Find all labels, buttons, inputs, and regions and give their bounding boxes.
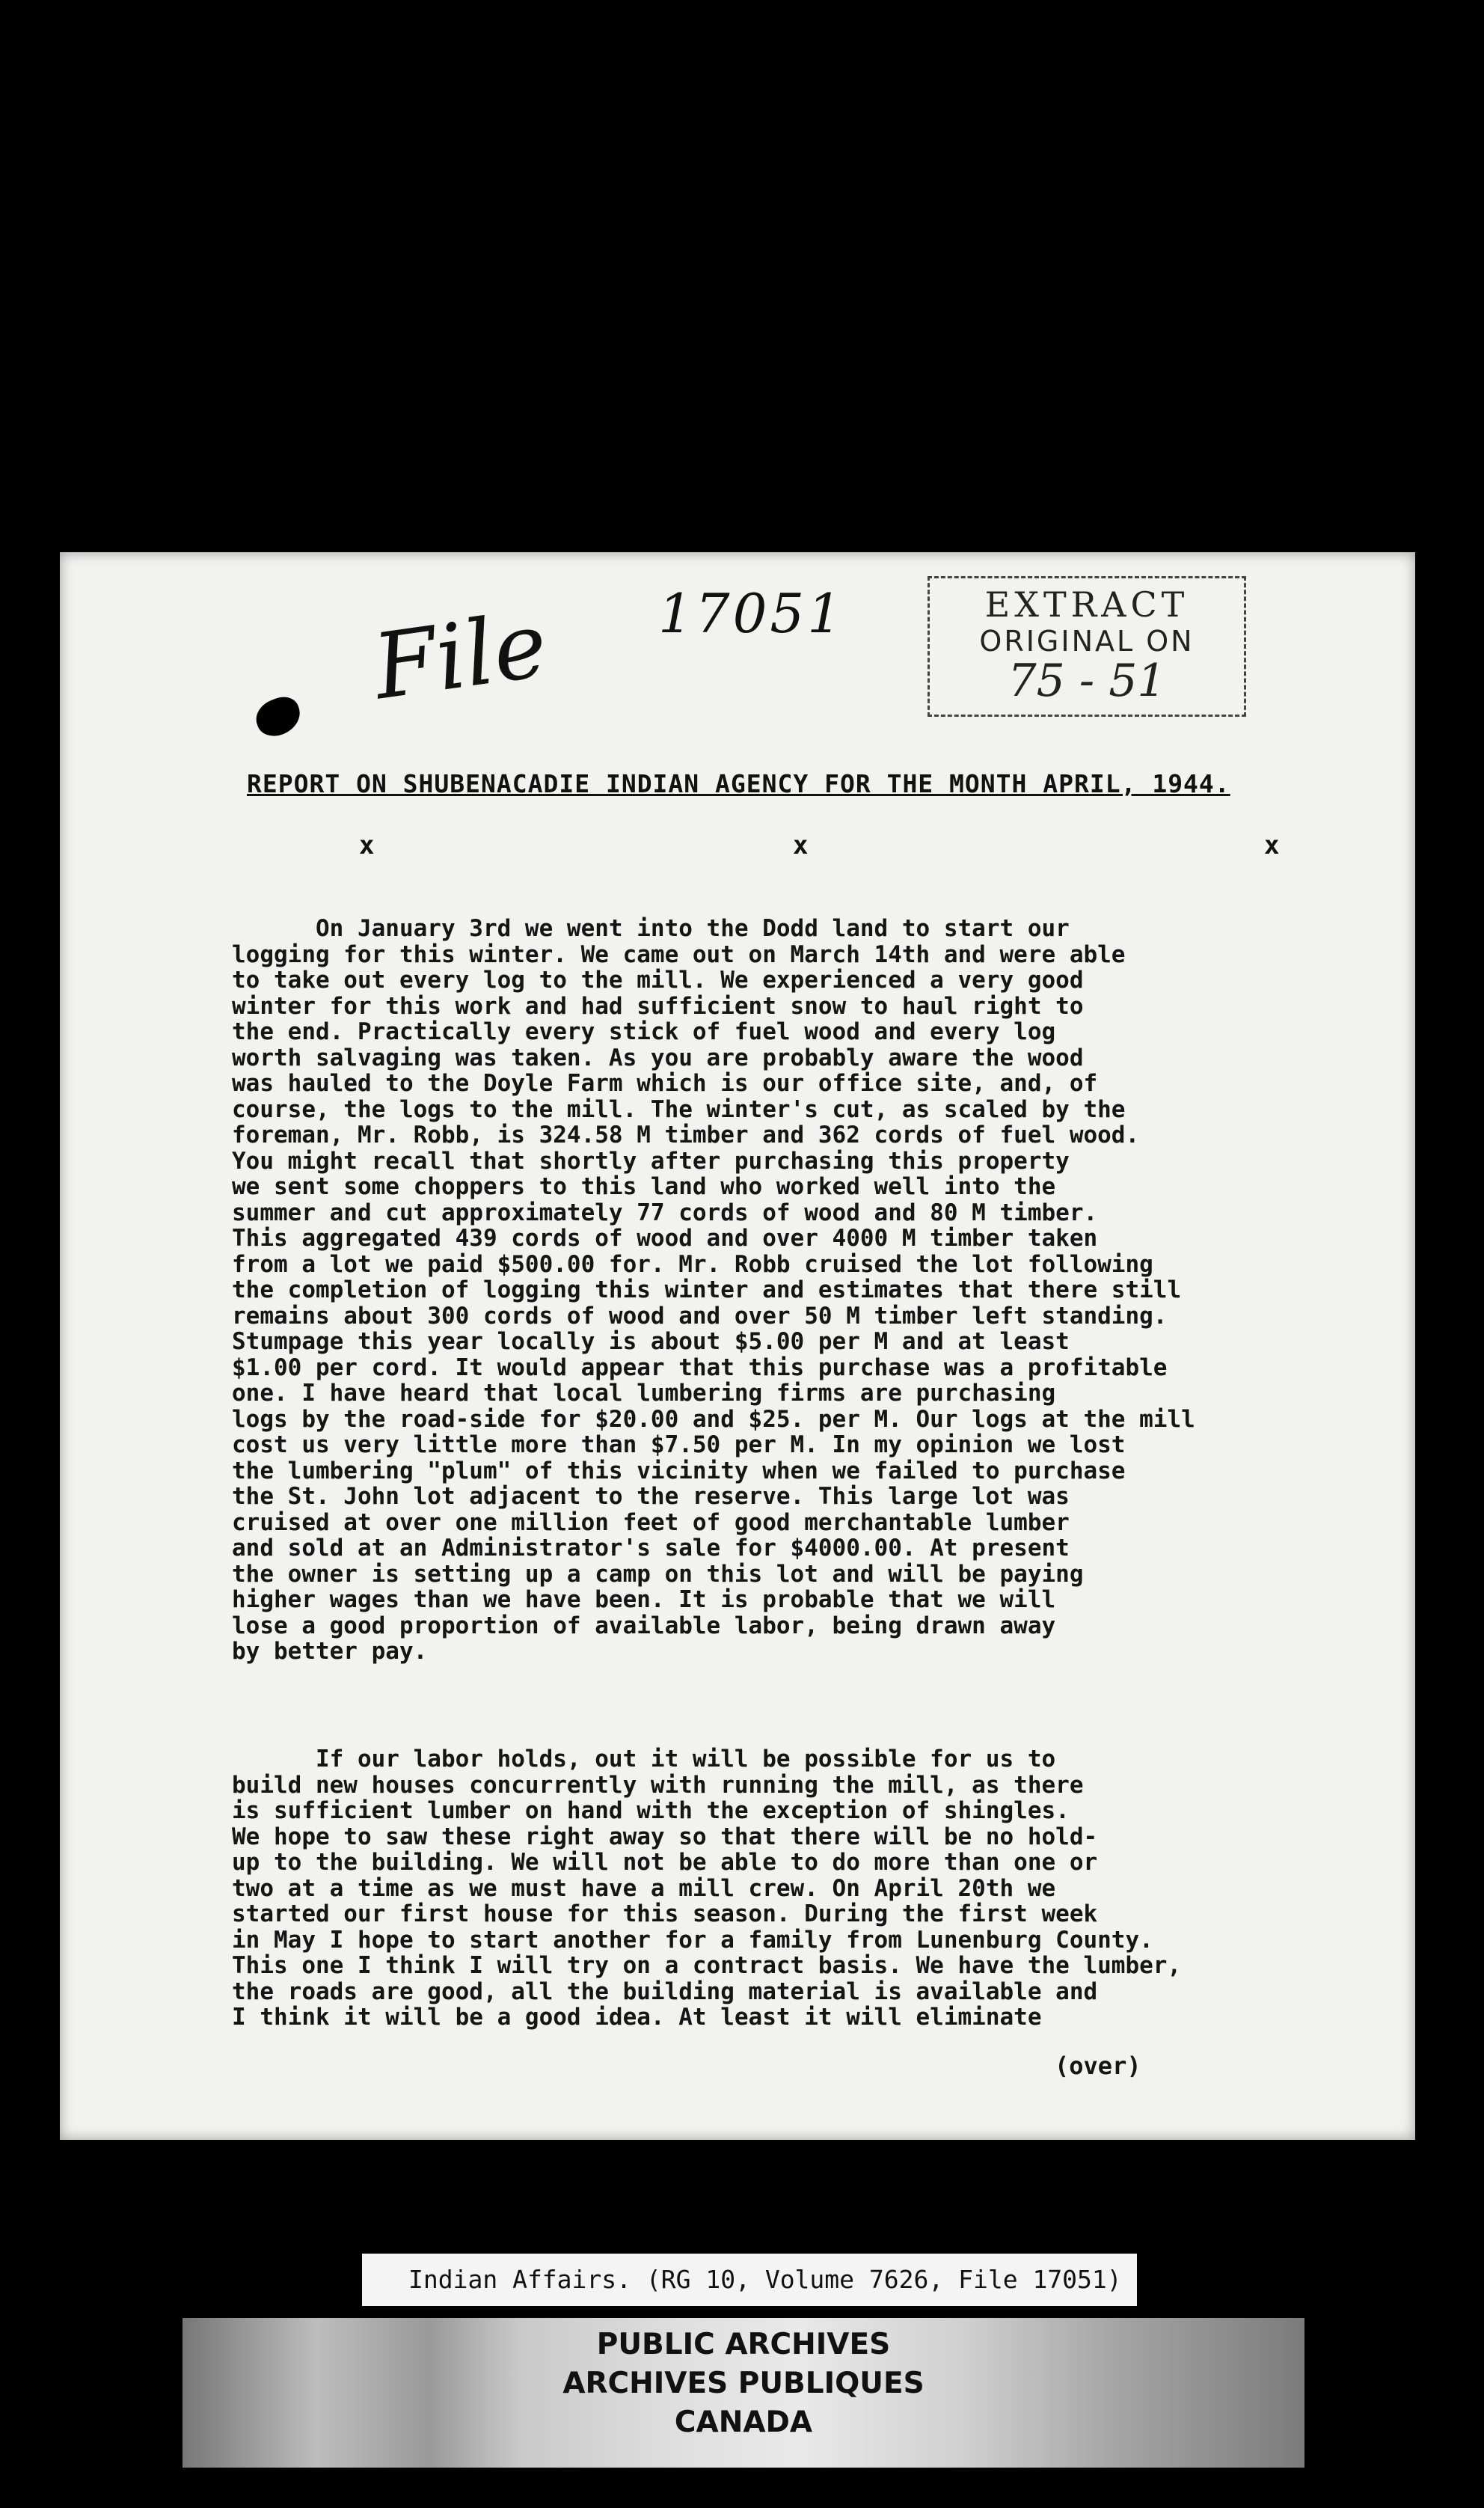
extract-stamp [927, 576, 1246, 717]
body-paragraph-1: On January 3rd we went into the Dodd land to start our logging for this winter. We came out on March 14th and were able to take out every log to the mill. We experienced a very good winter for this work and had sufficient snow to haul right to the end. Practically every stick of fuel wood and every log worth salvaging was taken. As you are probably aware the wood was hauled to the Doyle Farm which is our office site, and, of course, the logs to the mill. The winter's cut, as scaled by the foreman, Mr. Robb, is 324.58 M timber and 362 cords of fuel wood. You might recall that shortly after purchasing this property we sent some choppers to this land who worked well into the summer and cut approximately 77 cords of wood and 80 M timber. This aggregated 439 cords of wood and over 4000 M timber taken from a lot we paid $500.00 for. Mr. Robb cruised the lot following the completion of logging this winter and estimates that there still remains about 300 cords of wood and over 50 M timber left standing. Stumpage this year locally is about $5.00 per M and at least $1.00 per cord. It would appear that this purchase was a profitable one. I have heard that local lumbering firms are purchasing logs by the road-side for $20.00 and $25. per M. Our logs at the mill cost us very little more than $7.50 per M. In my opinion we lost the lumbering "plum" of this vicinity when we failed to purchase the St. John lot adjacent to the reserve. This large lot was cruised at over one million feet of good merchantable lumber and sold at an Administrator's sale for $4000.00. At present the owner is setting up a camp on this lot and will be paying higher wages than we have been. It is probable that we will lose a good proportion of available labor, being drawn away by better pay. [232, 915, 1195, 1665]
body-paragraph-2: If our labor holds, out it will be possible for us to build new houses concurrently with running the mill, as there is sufficient lumber on hand with the exception of shingles. We hope to saw these right away so that there will be no hold- up to the building. We will not be able to do more than one or two at a time as we must have a mill crew. On April 20th we started our first house for this season. During the first week in May I hope to start another for a family from Lunenburg County. This one I think I will try on a contract basis. We have the lumber, the roads are good, all the building material is available and I think it will be a good idea. At least it will eliminate [232, 1746, 1182, 2031]
archive-reference-label: Indian Affairs. (RG 10, Volume 7626, File 17051) [362, 2254, 1137, 2306]
document-page [60, 552, 1415, 2140]
stamp-line-reference: 75 - 51 [1008, 655, 1166, 707]
handwritten-file-number: 17051 [658, 582, 845, 645]
archive-banner-text [183, 2325, 1304, 2442]
separator-mark: x [1264, 831, 1280, 860]
archive-line-country: CANADA [674, 2405, 813, 2439]
ink-blot-mark [251, 692, 306, 741]
separator-mark: x [359, 831, 375, 860]
handwritten-file-note: File [367, 593, 554, 721]
report-title: REPORT ON SHUBENACADIE INDIAN AGENCY FOR THE MONTH APRIL, 1944. [247, 769, 1230, 798]
stamp-line-original-on: ORIGINAL ON [979, 625, 1195, 658]
archive-line-english: PUBLIC ARCHIVES [596, 2328, 891, 2361]
archive-banner [183, 2318, 1304, 2468]
separator-mark: x [793, 831, 809, 860]
continuation-note: (over) [1055, 2052, 1141, 2080]
stamp-line-extract: EXTRACT [984, 584, 1189, 625]
archive-line-french: ARCHIVES PUBLIQUES [562, 2367, 925, 2400]
